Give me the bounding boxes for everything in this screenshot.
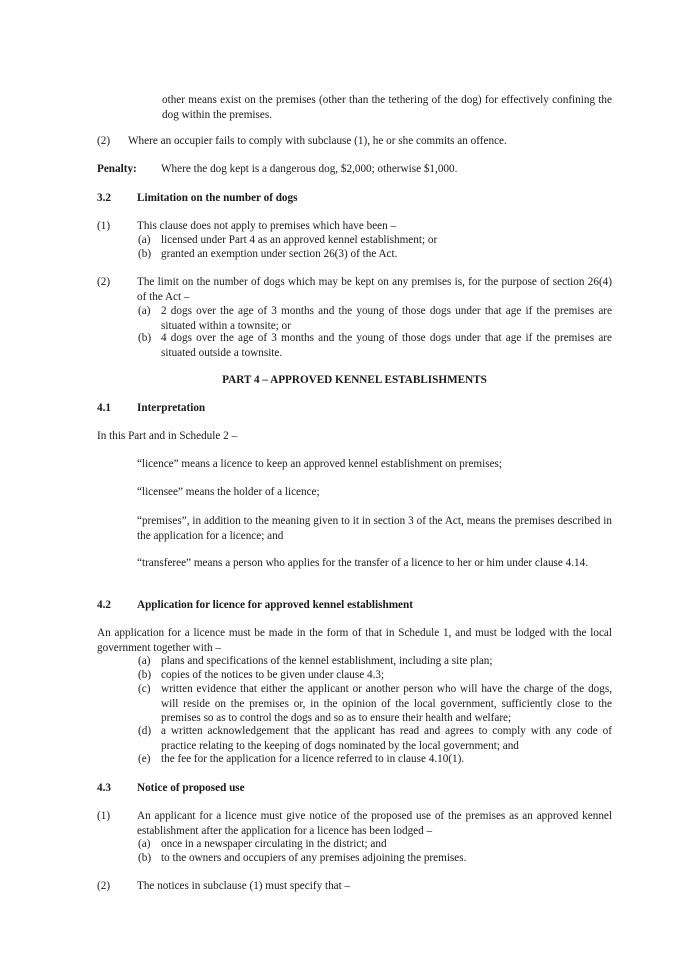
paragraph-text: 4 dogs over the age of 3 months and the young of those dogs under that age if the premises are situated outside a townsite.	[161, 332, 612, 359]
subclause-text: Where an occupier fails to comply with subclause (1), he or she commits an offence.	[128, 135, 507, 147]
paragraph-label: (a)	[138, 305, 151, 317]
subclause-text: The notices in subclause (1) must specify that –	[137, 880, 351, 892]
definition: “transferee” means a person who applies for the transfer of a licence to her or him under clause 4.14.	[137, 557, 589, 569]
paragraph-label: (b)	[138, 332, 152, 344]
section-title: Limitation on the number of dogs	[137, 192, 298, 204]
definition: “premises”, in addition to the meaning given to it in section 3 of the Act, means the premises described in the application for a licence; and	[137, 515, 612, 542]
paragraph-label: (d)	[138, 725, 152, 737]
paragraph-text: plans and specifications of the kennel establishment, including a site plan;	[161, 655, 493, 667]
paragraph-label: (c)	[138, 683, 151, 695]
paragraph-text: a written acknowledgement that the applicant has read and agrees to comply with any code of practice relating to the keeping of dogs nominated by the local government; and	[161, 725, 612, 752]
section-number: 3.2	[97, 192, 111, 204]
paragraph-label: (a)	[138, 655, 151, 667]
section-title: Interpretation	[137, 402, 206, 414]
paragraph-text: once in a newspaper circulating in the district; and	[161, 838, 387, 850]
paragraph-label: (e)	[138, 753, 151, 765]
paragraph-label: (b)	[138, 852, 152, 864]
paragraph-text: granted an exemption under section 26(3) of the Act.	[161, 248, 398, 260]
subclause-number: (1)	[97, 810, 111, 822]
paragraph-text: to the owners and occupiers of any premises adjoining the premises.	[161, 852, 467, 864]
paragraph-text: 2 dogs over the age of 3 months and the young of those dogs under that age if the premises are situated within a townsite; or	[161, 305, 612, 332]
paragraph-label: (b)	[138, 248, 152, 260]
section-title: Notice of proposed use	[137, 782, 245, 794]
section-number: 4.3	[97, 782, 111, 794]
body-text: An application for a licence must be made in the form of that in Schedule 1, and must be lodged with the local government together with –	[97, 627, 612, 654]
paragraph-label: (b)	[138, 669, 152, 681]
paragraph-text: the fee for the application for a licence referred to in clause 4.10(1).	[161, 753, 465, 765]
paragraph-text: written evidence that either the applicant or another person who will have the charge of the dogs, will reside on the premises or, in the opinion of the local government, sufficiently close to the premises so as to control the dogs and so as to ensure their health and welfare;	[161, 683, 612, 724]
continuation-text: other means exist on the premises (other than the tethering of the dog) for effectively confining the dog within the premises.	[162, 94, 612, 121]
paragraph-label: (a)	[138, 234, 151, 246]
subclause-text: This clause does not apply to premises which have been –	[137, 220, 397, 232]
subclause-number: (2)	[97, 880, 111, 892]
paragraph-label: (a)	[138, 838, 151, 850]
subclause-number: (1)	[97, 220, 111, 232]
penalty-label: Penalty:	[97, 163, 137, 175]
section-title: Application for licence for approved kennel establishment	[137, 599, 413, 611]
subclause-number: (2)	[97, 276, 111, 288]
definition: “licensee” means the holder of a licence;	[137, 486, 320, 498]
paragraph-text: copies of the notices to be given under clause 4.3;	[161, 669, 385, 681]
penalty-text: Where the dog kept is a dangerous dog, $2,000; otherwise $1,000.	[161, 163, 458, 175]
part-heading: PART 4 – APPROVED KENNEL ESTABLISHMENTS	[222, 374, 487, 386]
section-number: 4.2	[97, 599, 111, 611]
section-number: 4.1	[97, 402, 111, 414]
subclause-text: The limit on the number of dogs which may be kept on any premises is, for the purpose of section 26(4) of the Act –	[137, 276, 612, 303]
subclause-number: (2)	[97, 135, 111, 147]
body-text: In this Part and in Schedule 2 –	[97, 430, 238, 442]
definition: “licence” means a licence to keep an approved kennel establishment on premises;	[137, 458, 502, 470]
paragraph-text: licensed under Part 4 as an approved kennel establishment; or	[161, 234, 438, 246]
subclause-text: An applicant for a licence must give notice of the proposed use of the premises as an approved kennel establishment after the application for a licence has been lodged –	[137, 810, 612, 837]
